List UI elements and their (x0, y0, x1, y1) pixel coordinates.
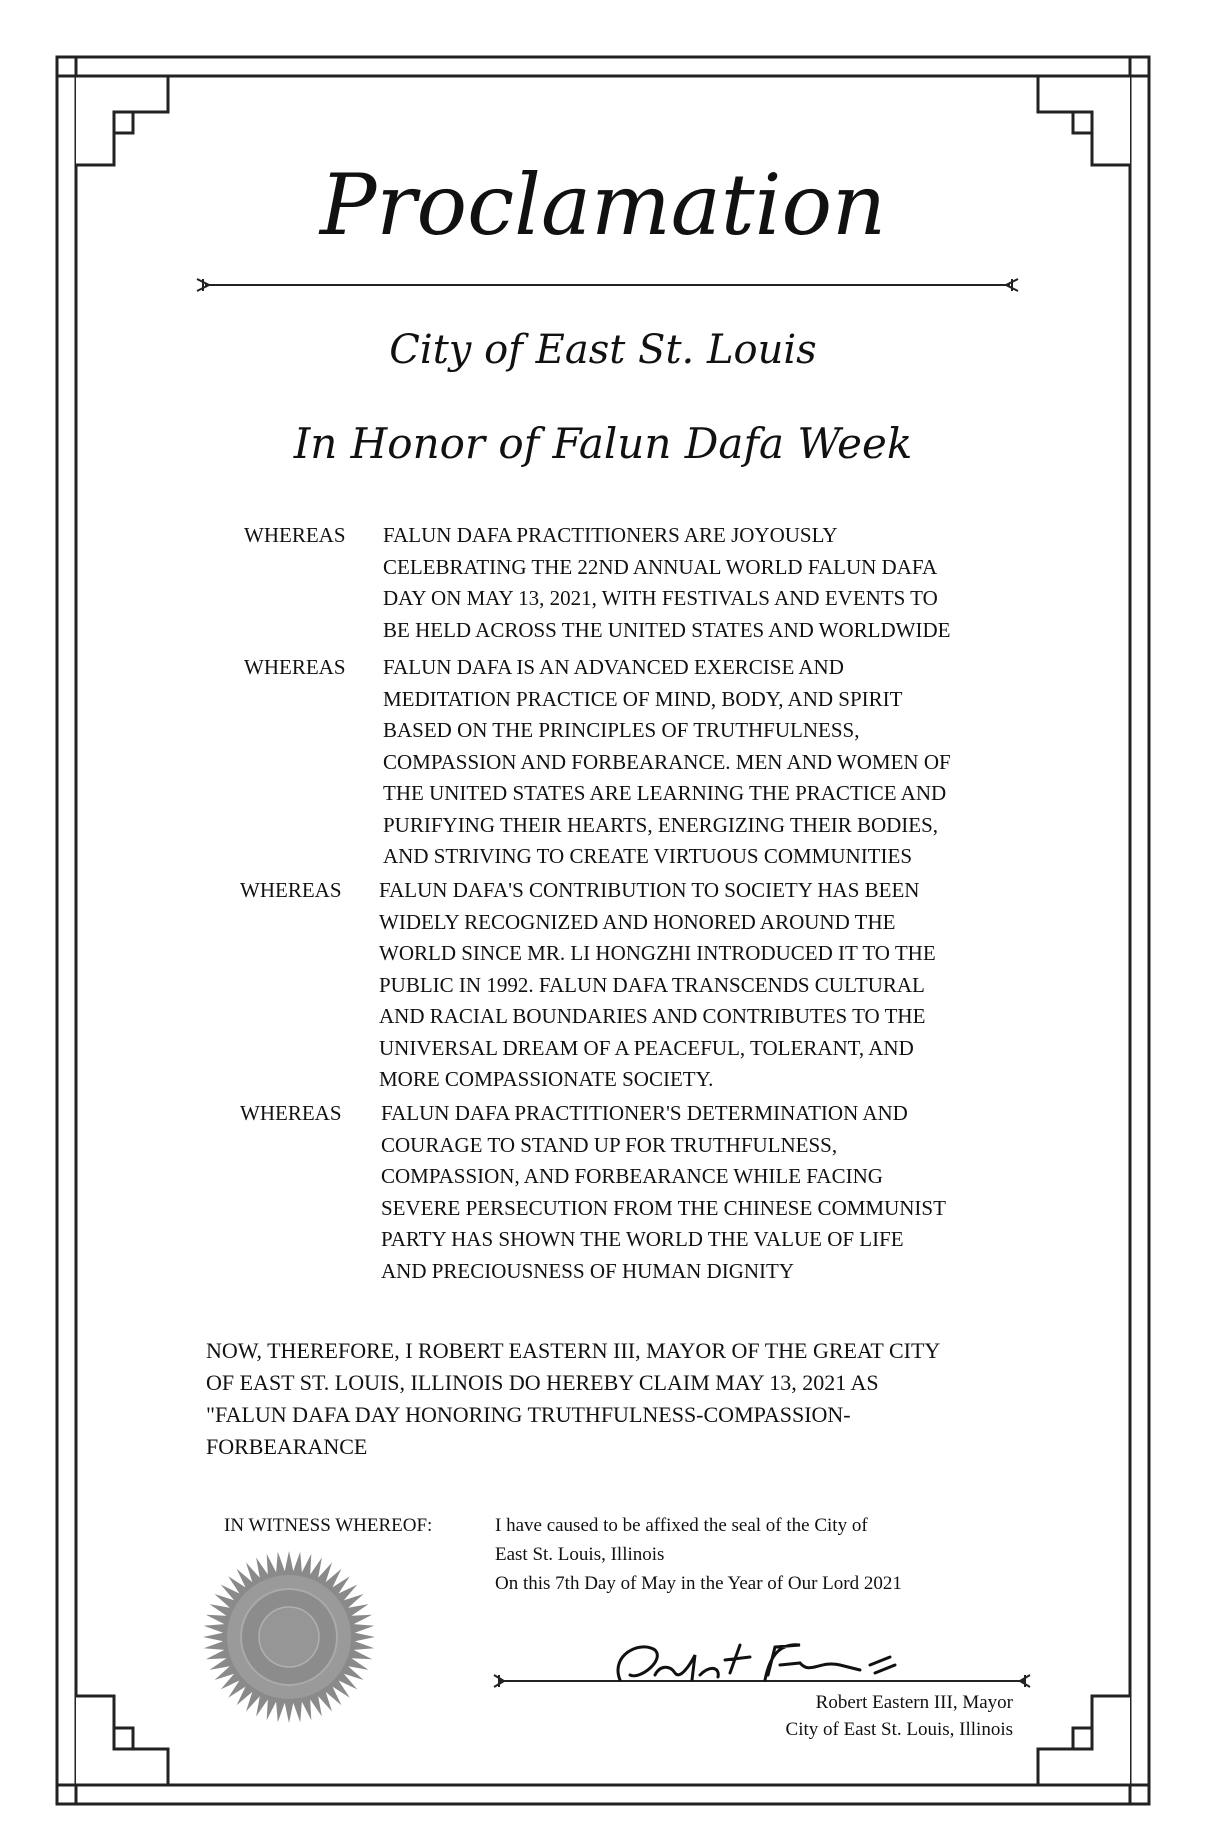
proclamation-subtitle: In Honor of Falun Dafa Week (293, 419, 913, 468)
text-line: "FALUN DAFA DAY HONORING TRUTHFULNESS-COMPASSION- (206, 1402, 851, 1427)
text-line: MORE COMPASSIONATE SOCIETY. (379, 1067, 714, 1091)
whereas-text (381, 1098, 946, 1287)
resolution-text (206, 1335, 940, 1463)
whereas-label: WHEREAS (240, 878, 342, 902)
city-name: City of East St. Louis (389, 327, 817, 373)
text-line: AND STRIVING TO CREATE VIRTUOUS COMMUNITIES (383, 844, 913, 868)
text-line: FALUN DAFA PRACTITIONER'S DETERMINATION AND (381, 1101, 908, 1125)
text-line: FALUN DAFA PRACTITIONERS ARE JOYOUSLY (383, 523, 838, 547)
text-line: NOW, THEREFORE, I ROBERT EASTERN III, MAYOR OF THE GREAT CITY (206, 1338, 941, 1363)
text-line: WORLD SINCE MR. LI HONGZHI INTRODUCED IT TO THE (379, 941, 936, 965)
text-line: I have caused to be affixed the seal of the City of (495, 1515, 868, 1536)
signer-name: Robert Eastern III, Mayor (815, 1692, 1013, 1713)
whereas-text (379, 875, 936, 1096)
text-line: FALUN DAFA'S CONTRIBUTION TO SOCIETY HAS BEEN (379, 878, 920, 902)
witness-label: IN WITNESS WHEREOF: (224, 1515, 433, 1536)
text-line: OF EAST ST. LOUIS, ILLINOIS DO HEREBY CLAIM MAY 13, 2021 AS (206, 1370, 879, 1395)
text-line: THE UNITED STATES ARE LEARNING THE PRACTICE AND (383, 781, 947, 805)
handwritten-signature (600, 1635, 910, 1690)
text-line: On this 7th Day of May in the Year of Our Lord 2021 (495, 1573, 902, 1594)
text-line: CELEBRATING THE 22ND ANNUAL WORLD FALUN DAFA (383, 554, 938, 579)
text-line: SEVERE PERSECUTION FROM THE CHINESE COMMUNIST (381, 1195, 946, 1220)
text-line: FALUN DAFA IS AN ADVANCED EXERCISE AND (383, 655, 844, 679)
text-line: AND RACIAL BOUNDARIES AND CONTRIBUTES TO THE (379, 1004, 926, 1028)
witness-text (495, 1511, 902, 1598)
whereas-label: WHEREAS (240, 1101, 342, 1125)
title-divider (195, 275, 1020, 295)
whereas-label: WHEREAS (244, 655, 346, 679)
text-line: WIDELY RECOGNIZED AND HONORED AROUND THE (379, 909, 896, 934)
whereas-label: WHEREAS (244, 523, 346, 547)
text-line: PURIFYING THEIR HEARTS, ENERGIZING THEIR BODIES, (383, 812, 939, 837)
text-line: AND PRECIOUSNESS OF HUMAN DIGNITY (381, 1258, 795, 1283)
text-line: COMPASSION, AND FORBEARANCE WHILE FACING (381, 1164, 883, 1188)
text-line: COURAGE TO STAND UP FOR TRUTHFULNESS, (381, 1132, 838, 1157)
text-line: MEDITATION PRACTICE OF MIND, BODY, AND SPIRIT (383, 686, 903, 711)
city-seal (199, 1547, 379, 1727)
signer-title: City of East St. Louis, Illinois (785, 1719, 1013, 1740)
text-line: FORBEARANCE (206, 1434, 368, 1459)
text-line: East St. Louis, Illinois (495, 1544, 665, 1565)
text-line: COMPASSION AND FORBEARANCE. MEN AND WOMEN OF (383, 749, 951, 774)
text-line: UNIVERSAL DREAM OF A PEACEFUL, TOLERANT, AND (379, 1035, 914, 1060)
whereas-text (383, 520, 950, 646)
text-line: DAY ON MAY 13, 2021, WITH FESTIVALS AND EVENTS TO (383, 586, 938, 610)
page-title: Proclamation (319, 156, 887, 254)
text-line: BE HELD ACROSS THE UNITED STATES AND WORLDWIDE (383, 617, 951, 642)
text-line: PARTY HAS SHOWN THE WORLD THE VALUE OF LIFE (381, 1227, 904, 1251)
text-line: BASED ON THE PRINCIPLES OF TRUTHFULNESS, (383, 718, 860, 742)
whereas-text (383, 652, 951, 873)
text-line: PUBLIC IN 1992. FALUN DAFA TRANSCENDS CULTURAL (379, 972, 925, 997)
